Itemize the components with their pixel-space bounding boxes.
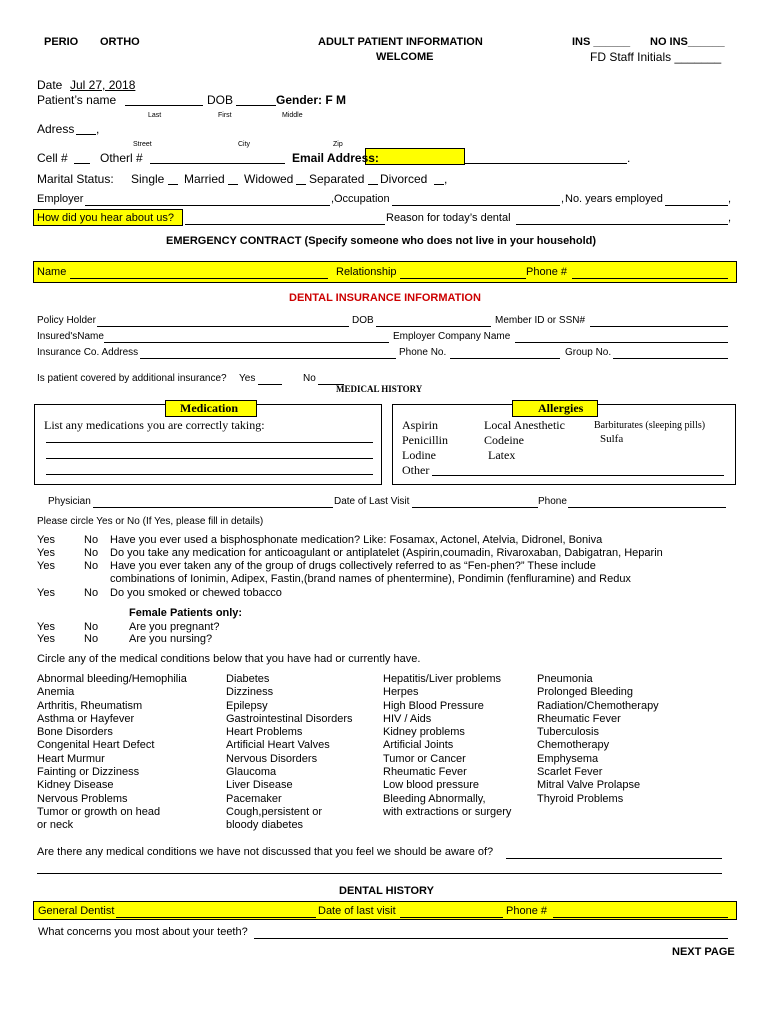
first-sublabel: First bbox=[218, 112, 232, 119]
medical-condition-item[interactable]: Congenital Heart Defect bbox=[37, 739, 155, 752]
allergy-local-anesthetic[interactable]: Local Anesthetic bbox=[484, 418, 565, 432]
medical-condition-item[interactable]: Cough,persistent or bbox=[226, 805, 322, 818]
question-fen-phen-cont: combinations of Ionimin, Adipex, Fastin,(brand names of phentermine), Pondimin (fenfluramine) and Redux bbox=[110, 573, 631, 585]
medical-condition-item[interactable]: or neck bbox=[37, 819, 74, 832]
additional-no-label[interactable]: No bbox=[303, 373, 316, 384]
dob-label: DOB bbox=[207, 93, 234, 107]
medical-history-title: MEDICAL HISTORY bbox=[336, 384, 423, 394]
medical-condition-item[interactable]: Heart Murmur bbox=[37, 752, 105, 765]
policy-holder-field[interactable] bbox=[97, 314, 349, 327]
additional-yes-label[interactable]: Yes bbox=[239, 373, 256, 384]
medical-condition-item[interactable]: Glaucoma bbox=[226, 766, 277, 779]
dental-history-title: DENTAL HISTORY bbox=[339, 885, 434, 897]
physician-label: Physician bbox=[48, 496, 91, 507]
form-title: ADULT PATIENT INFORMATION bbox=[318, 36, 483, 48]
medication-line-1[interactable] bbox=[46, 430, 373, 443]
medication-header: Medication bbox=[180, 401, 238, 415]
address-field[interactable] bbox=[76, 122, 96, 135]
female-patients-title: Female Patients only: bbox=[129, 607, 243, 619]
marital-comma: , bbox=[444, 172, 448, 186]
married-field[interactable] bbox=[228, 172, 238, 185]
divorced-field[interactable] bbox=[434, 172, 444, 185]
gender-label[interactable]: Gender: F M bbox=[276, 93, 347, 107]
medical-condition-item[interactable]: Tumor or growth on head bbox=[37, 805, 161, 818]
insurance-address-label: Insurance Co. Address bbox=[37, 347, 139, 358]
q3-yes[interactable]: Yes bbox=[37, 560, 55, 572]
medical-condition-item[interactable]: Fainting or Dizziness bbox=[37, 766, 140, 779]
reason-field[interactable] bbox=[516, 212, 728, 225]
other-conditions-field[interactable] bbox=[506, 846, 722, 859]
dental-last-visit-field[interactable] bbox=[400, 905, 503, 918]
insurance-dob-field[interactable] bbox=[376, 314, 491, 327]
medical-condition-item[interactable]: Tumor or Cancer bbox=[383, 752, 466, 765]
other-phone-field[interactable] bbox=[150, 151, 285, 164]
last-sublabel: Last bbox=[148, 112, 162, 119]
medical-condition-item[interactable]: Arthritis, Rheumatism bbox=[37, 699, 143, 712]
insurance-address-field[interactable] bbox=[140, 346, 396, 359]
employer-company-field[interactable] bbox=[515, 330, 728, 343]
medical-condition-item[interactable]: bloody diabetes bbox=[226, 819, 304, 832]
medical-condition-item[interactable]: Rheumatic Fever bbox=[383, 766, 467, 779]
allergy-penicillin[interactable]: Penicillin bbox=[402, 433, 448, 447]
conditions-column-3 bbox=[383, 673, 511, 819]
allergy-latex[interactable]: Latex bbox=[488, 448, 516, 462]
medical-condition-item[interactable]: Herpes bbox=[383, 686, 419, 699]
physician-phone-label: Phone bbox=[538, 496, 567, 507]
city-sublabel: City bbox=[238, 141, 251, 148]
medical-condition-item[interactable]: Artificial Heart Valves bbox=[226, 739, 330, 752]
medical-condition-item[interactable]: Rheumatic Fever bbox=[537, 712, 621, 725]
medical-condition-item[interactable]: Thyroid Problems bbox=[537, 792, 624, 805]
allergies-header: Allergies bbox=[538, 401, 584, 415]
years-employed-label: No. years employed bbox=[565, 193, 663, 205]
marital-divorced[interactable]: Divorced bbox=[380, 172, 428, 186]
emergency-relationship-field[interactable] bbox=[400, 266, 526, 279]
teeth-concerns-field[interactable] bbox=[254, 926, 728, 939]
additional-yes-field[interactable] bbox=[258, 372, 282, 385]
medical-condition-item[interactable]: Anemia bbox=[37, 686, 75, 699]
medical-condition-item[interactable]: Asthma or Hayfever bbox=[37, 712, 135, 725]
medical-condition-item[interactable]: Pneumonia bbox=[537, 673, 593, 685]
pregnant-yes[interactable]: Yes bbox=[37, 621, 55, 633]
years-employed-field[interactable] bbox=[665, 193, 728, 206]
physician-phone-field[interactable] bbox=[568, 495, 726, 508]
marital-widowed[interactable]: Widowed bbox=[244, 172, 294, 186]
q2-yes[interactable]: Yes bbox=[37, 547, 55, 559]
allergy-aspirin[interactable]: Aspirin bbox=[402, 418, 438, 432]
last-visit-field[interactable] bbox=[412, 495, 538, 508]
other-conditions-question: Are there any medical conditions we have not discussed that you feel we should be aware of? bbox=[37, 846, 494, 858]
widowed-field[interactable] bbox=[296, 172, 306, 185]
medical-condition-item[interactable]: Dizziness bbox=[226, 686, 274, 699]
medical-condition-item[interactable]: Low blood pressure bbox=[383, 779, 480, 792]
email-field[interactable] bbox=[465, 151, 627, 164]
emergency-title: EMERGENCY CONTRACT (Specify someone who does not live in your household) bbox=[166, 235, 597, 247]
other-phone-label: Otherl # bbox=[100, 151, 143, 165]
medical-condition-item[interactable]: High Blood Pressure bbox=[383, 699, 484, 712]
medical-condition-item[interactable]: Bone Disorders bbox=[37, 726, 113, 739]
marital-married[interactable]: Married bbox=[184, 172, 225, 186]
marital-status-label: Marital Status: bbox=[37, 172, 114, 186]
cell-label: Cell # bbox=[37, 151, 68, 165]
q3-no[interactable]: No bbox=[84, 560, 99, 572]
q1-no[interactable]: No bbox=[84, 534, 99, 546]
medical-condition-item[interactable]: Abnormal bleeding/Hemophilia bbox=[37, 673, 187, 685]
q4-yes[interactable]: Yes bbox=[37, 587, 55, 599]
employer-comma: , bbox=[331, 193, 335, 205]
insurance-phone-label: Phone No. bbox=[399, 347, 447, 358]
medical-condition-item[interactable]: Diabetes bbox=[226, 673, 270, 685]
medication-prompt: List any medications you are correctly taking: bbox=[44, 418, 265, 432]
conditions-column-2 bbox=[226, 673, 353, 833]
group-field[interactable] bbox=[613, 346, 728, 359]
middle-sublabel: Middle bbox=[282, 112, 303, 119]
other-conditions-line-2[interactable] bbox=[37, 861, 722, 874]
medical-condition-item[interactable]: Mitral Valve Prolapse bbox=[537, 779, 641, 792]
medical-condition-item[interactable]: HIV / Aids bbox=[383, 712, 432, 725]
medical-condition-item[interactable]: Prolonged Bleeding bbox=[537, 686, 634, 699]
medical-condition-item[interactable]: Kidney Disease bbox=[37, 779, 114, 792]
marital-separated[interactable]: Separated bbox=[309, 172, 365, 186]
no-ins-field[interactable]: NO INS______ bbox=[650, 36, 725, 48]
medical-condition-item[interactable]: with extractions or surgery bbox=[383, 805, 512, 818]
dental-phone-field[interactable] bbox=[553, 905, 728, 918]
hear-about-label: How did you hear about us? bbox=[37, 212, 174, 224]
perio-label: PERIO bbox=[44, 36, 79, 48]
circle-instructions: Please circle Yes or No (If Yes, please fill in details) bbox=[37, 516, 264, 527]
allergy-barbiturates[interactable]: Barbiturates (sleeping pills) bbox=[594, 420, 706, 431]
q2-no[interactable]: No bbox=[84, 547, 99, 559]
medical-condition-item[interactable]: Tuberculosis bbox=[537, 726, 599, 739]
email-label: Email Address: bbox=[292, 151, 379, 165]
hear-about-field[interactable] bbox=[185, 212, 385, 225]
nursing-no[interactable]: No bbox=[84, 633, 99, 645]
welcome-label: WELCOME bbox=[376, 51, 434, 63]
medical-condition-item[interactable]: Chemotherapy bbox=[537, 739, 610, 752]
medical-condition-item[interactable]: Nervous Problems bbox=[37, 792, 128, 805]
medical-condition-item[interactable]: Nervous Disorders bbox=[226, 752, 318, 765]
general-dentist-label: General Dentist bbox=[38, 905, 115, 917]
dob-field[interactable] bbox=[236, 93, 276, 106]
emergency-relationship-label: Relationship bbox=[336, 266, 397, 278]
separated-field[interactable] bbox=[368, 172, 378, 185]
patient-name-label: Patient’s name bbox=[37, 93, 117, 107]
street-sublabel: Street bbox=[133, 141, 152, 148]
nursing-yes[interactable]: Yes bbox=[37, 633, 55, 645]
occupation-field[interactable] bbox=[392, 193, 560, 206]
policy-holder-label: Policy Holder bbox=[37, 315, 96, 326]
question-anticoagulant: Do you take any medication for anticoagulant or antiplatelet (Aspirin,coumadin, Rivaroxaban, Dabigatran, Heparin bbox=[110, 547, 663, 559]
allergy-other-field[interactable] bbox=[432, 463, 724, 476]
dental-last-visit-label: Date of last visit bbox=[318, 905, 396, 917]
medication-line-3[interactable] bbox=[46, 462, 373, 475]
medical-condition-item[interactable]: Scarlet Fever bbox=[537, 766, 603, 779]
allergy-lodine[interactable]: Lodine bbox=[402, 448, 436, 462]
fd-staff-initials-field[interactable]: FD Staff Initials _______ bbox=[590, 50, 722, 64]
question-bisphosphonate: Have you ever used a bisphosphonate medication? Like: Fosamax, Actonel, Atelvia, Didronel, Boniva bbox=[110, 534, 603, 546]
teeth-concerns-label: What concerns you most about your teeth? bbox=[38, 926, 248, 938]
medical-condition-item[interactable]: Bleeding Abnormally, bbox=[383, 792, 486, 805]
email-highlight bbox=[365, 148, 465, 165]
employer-company-label: Employer Company Name bbox=[393, 331, 511, 342]
conditions-column-1 bbox=[37, 673, 187, 833]
address-label: Adress bbox=[37, 122, 75, 136]
emergency-phone-label: Phone # bbox=[526, 266, 567, 278]
conditions-column-4 bbox=[537, 673, 659, 806]
email-period: . bbox=[627, 151, 631, 165]
group-label: Group No. bbox=[565, 347, 612, 358]
insureds-name-label: Insured'sName bbox=[37, 331, 104, 342]
emergency-phone-field[interactable] bbox=[572, 266, 728, 279]
medical-condition-item[interactable]: Emphysema bbox=[537, 752, 599, 765]
physician-field[interactable] bbox=[93, 495, 333, 508]
question-nursing: Are you nursing? bbox=[129, 633, 213, 645]
occupation-comma: , bbox=[561, 193, 565, 205]
question-pregnant: Are you pregnant? bbox=[129, 621, 220, 633]
allergy-other-label: Other bbox=[402, 463, 430, 477]
conditions-prompt: Circle any of the medical conditions below that you have had or currently have. bbox=[37, 653, 421, 665]
medical-condition-item[interactable]: Hepatitis/Liver problems bbox=[383, 673, 501, 685]
medical-condition-item[interactable]: Pacemaker bbox=[226, 792, 282, 805]
date-value[interactable]: Jul 27, 2018 bbox=[70, 78, 136, 92]
medical-condition-item[interactable]: Epilepsy bbox=[226, 699, 268, 712]
employer-field[interactable] bbox=[85, 193, 330, 206]
zip-sublabel: Zip bbox=[333, 141, 343, 148]
marital-single[interactable]: Single bbox=[131, 172, 165, 186]
insureds-name-field[interactable] bbox=[104, 330, 389, 343]
question-fen-phen: Have you ever taken any of the group of drugs collectively referred to as “Fen-phen?” These include bbox=[110, 560, 596, 572]
occupation-label: Occupation bbox=[334, 193, 390, 205]
years-comma: , bbox=[728, 193, 732, 205]
medication-line-2[interactable] bbox=[46, 446, 373, 459]
insurance-phone-field[interactable] bbox=[450, 346, 560, 359]
cell-field[interactable] bbox=[74, 151, 90, 164]
medical-condition-item[interactable]: Radiation/Chemotherapy bbox=[537, 699, 659, 712]
reason-comma: , bbox=[728, 212, 732, 224]
allergy-sulfa[interactable]: Sulfa bbox=[600, 433, 624, 445]
member-id-label: Member ID or SSN# bbox=[495, 315, 586, 326]
q1-yes[interactable]: Yes bbox=[37, 534, 55, 546]
single-field[interactable] bbox=[168, 172, 178, 185]
insurance-dob-label: DOB bbox=[352, 315, 374, 326]
address-comma: , bbox=[96, 122, 100, 136]
allergy-codeine[interactable]: Codeine bbox=[484, 433, 524, 447]
date-label: Date bbox=[37, 78, 63, 92]
next-page-label[interactable]: NEXT PAGE bbox=[672, 946, 735, 958]
dental-phone-label: Phone # bbox=[506, 905, 547, 917]
medical-condition-item[interactable]: Liver Disease bbox=[226, 779, 293, 792]
ins-field[interactable]: INS ______ bbox=[572, 36, 631, 48]
last-visit-label: Date of Last Visit bbox=[334, 496, 410, 507]
question-tobacco: Do you smoked or chewed tobacco bbox=[110, 587, 282, 599]
medical-condition-item[interactable]: Kidney problems bbox=[383, 726, 465, 739]
medical-condition-item[interactable]: Gastrointestinal Disorders bbox=[226, 712, 353, 725]
patient-name-field[interactable] bbox=[125, 93, 203, 106]
member-id-field[interactable] bbox=[590, 314, 728, 327]
additional-insurance-question: Is patient covered by additional insurance? bbox=[37, 373, 227, 384]
medical-condition-item[interactable]: Heart Problems bbox=[226, 726, 303, 739]
ortho-label: ORTHO bbox=[100, 36, 140, 48]
emergency-name-field[interactable] bbox=[70, 266, 328, 279]
employer-label: Employer bbox=[37, 193, 84, 205]
general-dentist-field[interactable] bbox=[116, 905, 316, 918]
insurance-title: DENTAL INSURANCE INFORMATION bbox=[289, 292, 481, 304]
emergency-name-label: Name bbox=[37, 266, 67, 278]
reason-label: Reason for today’s dental bbox=[386, 212, 511, 224]
q4-no[interactable]: No bbox=[84, 587, 99, 599]
medical-condition-item[interactable]: Artificial Joints bbox=[383, 739, 454, 752]
pregnant-no[interactable]: No bbox=[84, 621, 99, 633]
